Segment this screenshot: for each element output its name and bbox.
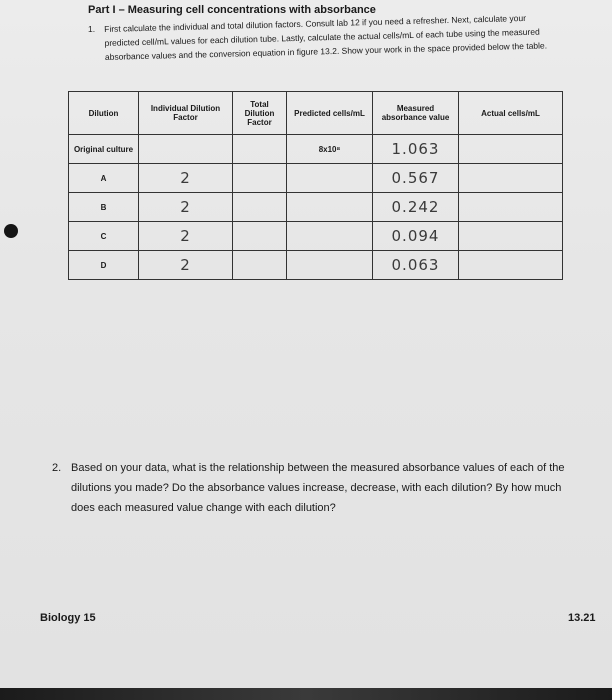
total-dilution-cell[interactable]: [233, 193, 287, 222]
actual-cells-cell[interactable]: [459, 222, 563, 251]
actual-cells-cell[interactable]: [459, 193, 563, 222]
table-header-row: [69, 92, 563, 135]
individual-dilution-cell[interactable]: 2: [139, 193, 233, 222]
section-heading: Part I – Measuring cell concentrations with absorbance: [88, 4, 376, 16]
table-row: [69, 135, 563, 164]
question-1-text: First calculate the individual and total dilution factors. Consult lab 12 if you need a refresher. Next, calculate your predicted cell/mL values for each dilution tube. Lastly, calculate the actual cells/mL of each tube using the measured absorbance values and the conversion equation in figure 13.2. Show your work in the space provided below the table.: [104, 12, 548, 62]
absorbance-cell[interactable]: 0.094: [373, 222, 459, 251]
actual-cells-cell[interactable]: [459, 164, 563, 193]
column-header: Predicted cells/mL: [287, 92, 373, 135]
binder-hole: [4, 224, 18, 238]
total-dilution-cell[interactable]: [233, 222, 287, 251]
column-header: Measured absorbance value: [373, 92, 459, 135]
column-header: Actual cells/mL: [459, 92, 563, 135]
table-row: [69, 164, 563, 193]
predicted-cells-cell[interactable]: [287, 193, 373, 222]
photo-edge: [0, 688, 612, 700]
dilution-label: A: [69, 164, 139, 193]
absorbance-cell[interactable]: 1.063: [373, 135, 459, 164]
question-2-text: Based on your data, what is the relationship between the measured absorbance values of each of the dilutions you made? Do the absorbance values increase, decrease, with each dilution? By how much does each measured value change with each dilution?: [71, 462, 565, 514]
predicted-cells-cell[interactable]: [287, 222, 373, 251]
actual-cells-cell[interactable]: [459, 251, 563, 280]
dilution-label: C: [69, 222, 139, 251]
total-dilution-cell[interactable]: [233, 251, 287, 280]
individual-dilution-cell[interactable]: [139, 135, 233, 164]
actual-cells-cell[interactable]: [459, 135, 563, 164]
individual-dilution-cell[interactable]: 2: [139, 222, 233, 251]
individual-dilution-cell[interactable]: 2: [139, 164, 233, 193]
absorbance-cell[interactable]: 0.063: [373, 251, 459, 280]
dilution-label: B: [69, 193, 139, 222]
dilution-label: Original culture: [69, 135, 139, 164]
column-header: Dilution: [69, 92, 139, 135]
absorbance-cell[interactable]: 0.242: [373, 193, 459, 222]
table-row: [69, 193, 563, 222]
predicted-cells-cell[interactable]: [287, 164, 373, 193]
page-number: 13.21: [568, 612, 596, 624]
dilution-label: D: [69, 251, 139, 280]
question-2-number: 2.: [52, 462, 62, 474]
dilution-table: [68, 91, 563, 280]
column-header: Total Dilution Factor: [233, 92, 287, 135]
absorbance-cell[interactable]: 0.567: [373, 164, 459, 193]
question-1-number: 1.: [88, 24, 96, 34]
predicted-cells-cell[interactable]: [287, 251, 373, 280]
total-dilution-cell[interactable]: [233, 135, 287, 164]
table-row: [69, 251, 563, 280]
table-row: [69, 222, 563, 251]
column-header: Individual Dilution Factor: [139, 92, 233, 135]
predicted-cells-cell[interactable]: 8x10⁸: [287, 135, 373, 164]
total-dilution-cell[interactable]: [233, 164, 287, 193]
individual-dilution-cell[interactable]: 2: [139, 251, 233, 280]
course-footer: Biology 15: [40, 612, 96, 624]
